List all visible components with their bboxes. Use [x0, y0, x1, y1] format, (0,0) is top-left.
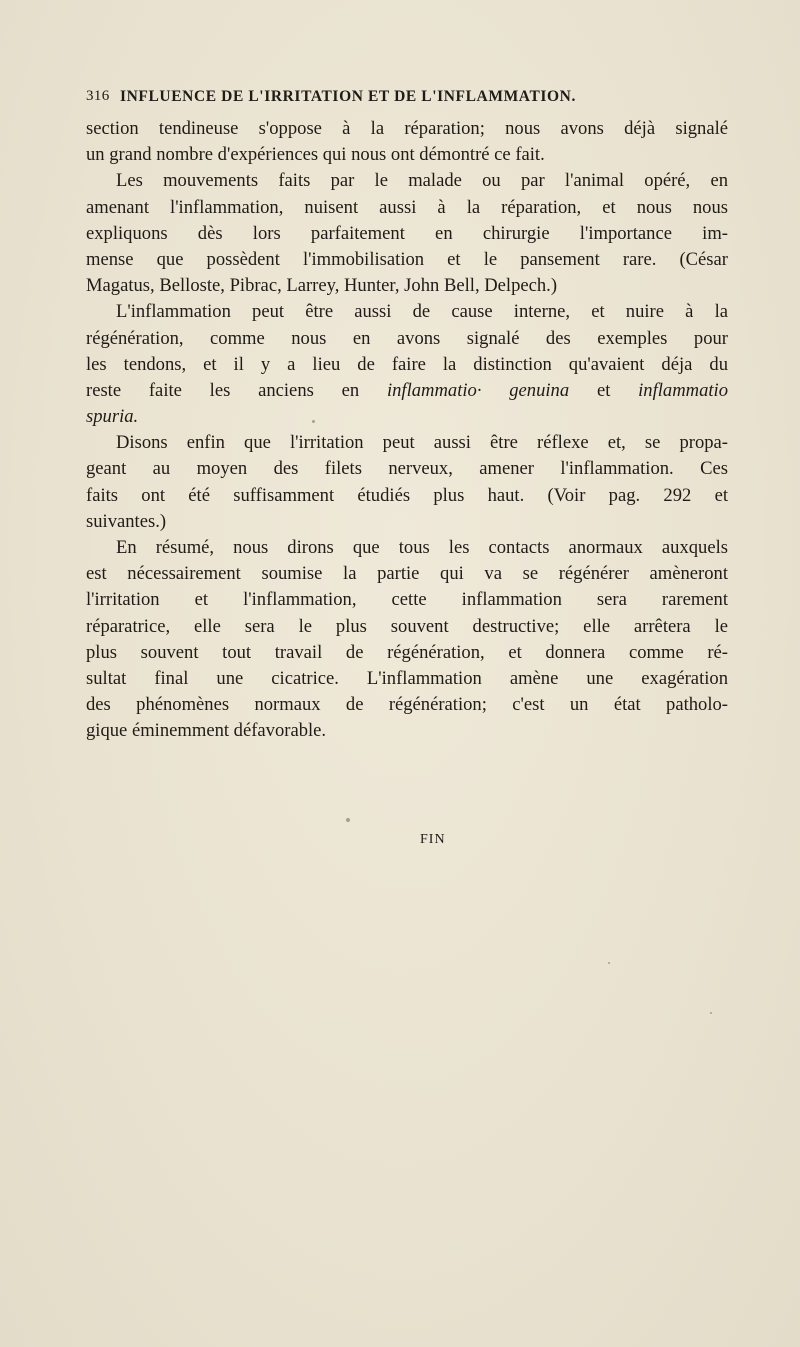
text-line: amenant l'inflammation, nuisent aussi à la réparation, et nous nous: [86, 196, 728, 218]
paper-speck: [710, 1012, 712, 1014]
latin-term: inflammatio· genuina: [386, 379, 570, 401]
text-line: Disons enfin que l'irritation peut aussi être réflexe et, se propa-: [116, 432, 728, 454]
text-fragment: et: [596, 379, 611, 401]
text-line: plus souvent tout travail de régénération, et donnera comme ré-: [86, 641, 728, 663]
body-text: [86, 116, 728, 745]
closing-word: FIN: [420, 832, 446, 847]
text-line: L'inflammation peut être aussi de cause interne, et nuire à la: [116, 301, 728, 323]
text-fragment: reste faite les anciens en: [86, 379, 360, 401]
paper-speck: [608, 962, 610, 964]
text-line: les tendons, et il y a lieu de faire la distinction qu'avaient déja du: [86, 353, 728, 375]
text-line: réparatrice, elle sera le plus souvent destructive; elle arrêtera le: [86, 615, 728, 637]
latin-term: spuria.: [86, 406, 139, 428]
text-line: suivantes.): [86, 510, 167, 532]
text-line: En résumé, nous dirons que tous les contacts anormaux auxquels: [116, 537, 728, 558]
text-line: Magatus, Belloste, Pibrac, Larrey, Hunter, John Bell, Delpech.): [86, 275, 558, 297]
text-line: section tendineuse s'oppose à la réparation; nous avons déjà signalé: [86, 118, 728, 139]
text-line: un grand nombre d'expériences qui nous ont démontré ce fait.: [86, 144, 545, 166]
text-line: geant au moyen des filets nerveux, amener l'inflammation. Ces: [86, 458, 728, 480]
text-line: sultat final une cicatrice. L'inflammation amène une exagération: [86, 667, 728, 689]
page-number: 316: [86, 88, 110, 104]
text-line: expliquons dès lors parfaitement en chirurgie l'importance im-: [86, 222, 728, 244]
text-line: gique éminemment défavorable.: [86, 720, 327, 742]
paper-speck: [346, 818, 350, 822]
page-header: [86, 88, 726, 114]
text-line: mense que possèdent l'immobilisation et le pansement rare. (César: [86, 248, 728, 270]
text-line: Les mouvements faits par le malade ou par l'animal opéré, en: [116, 170, 728, 192]
text-line: l'irritation et l'inflammation, cette inflammation sera rarement: [86, 589, 728, 611]
text-line-with-terms: [86, 378, 728, 404]
text-line: est nécessairement soumise la partie qui va se régénérer amèneront: [86, 563, 728, 585]
paper-speck: [312, 420, 315, 423]
latin-term: inflammatio: [638, 379, 729, 401]
running-head: INFLUENCE DE L'IRRITATION ET DE L'INFLAMMATION.: [120, 88, 576, 105]
text-line: des phénomènes normaux de régénération; c'est un état patholo-: [86, 694, 728, 716]
text-line: faits ont été suffisamment étudiés plus haut. (Voir pag. 292 et: [86, 484, 728, 506]
text-line: régénération, comme nous en avons signalé des exemples pour: [86, 327, 728, 349]
